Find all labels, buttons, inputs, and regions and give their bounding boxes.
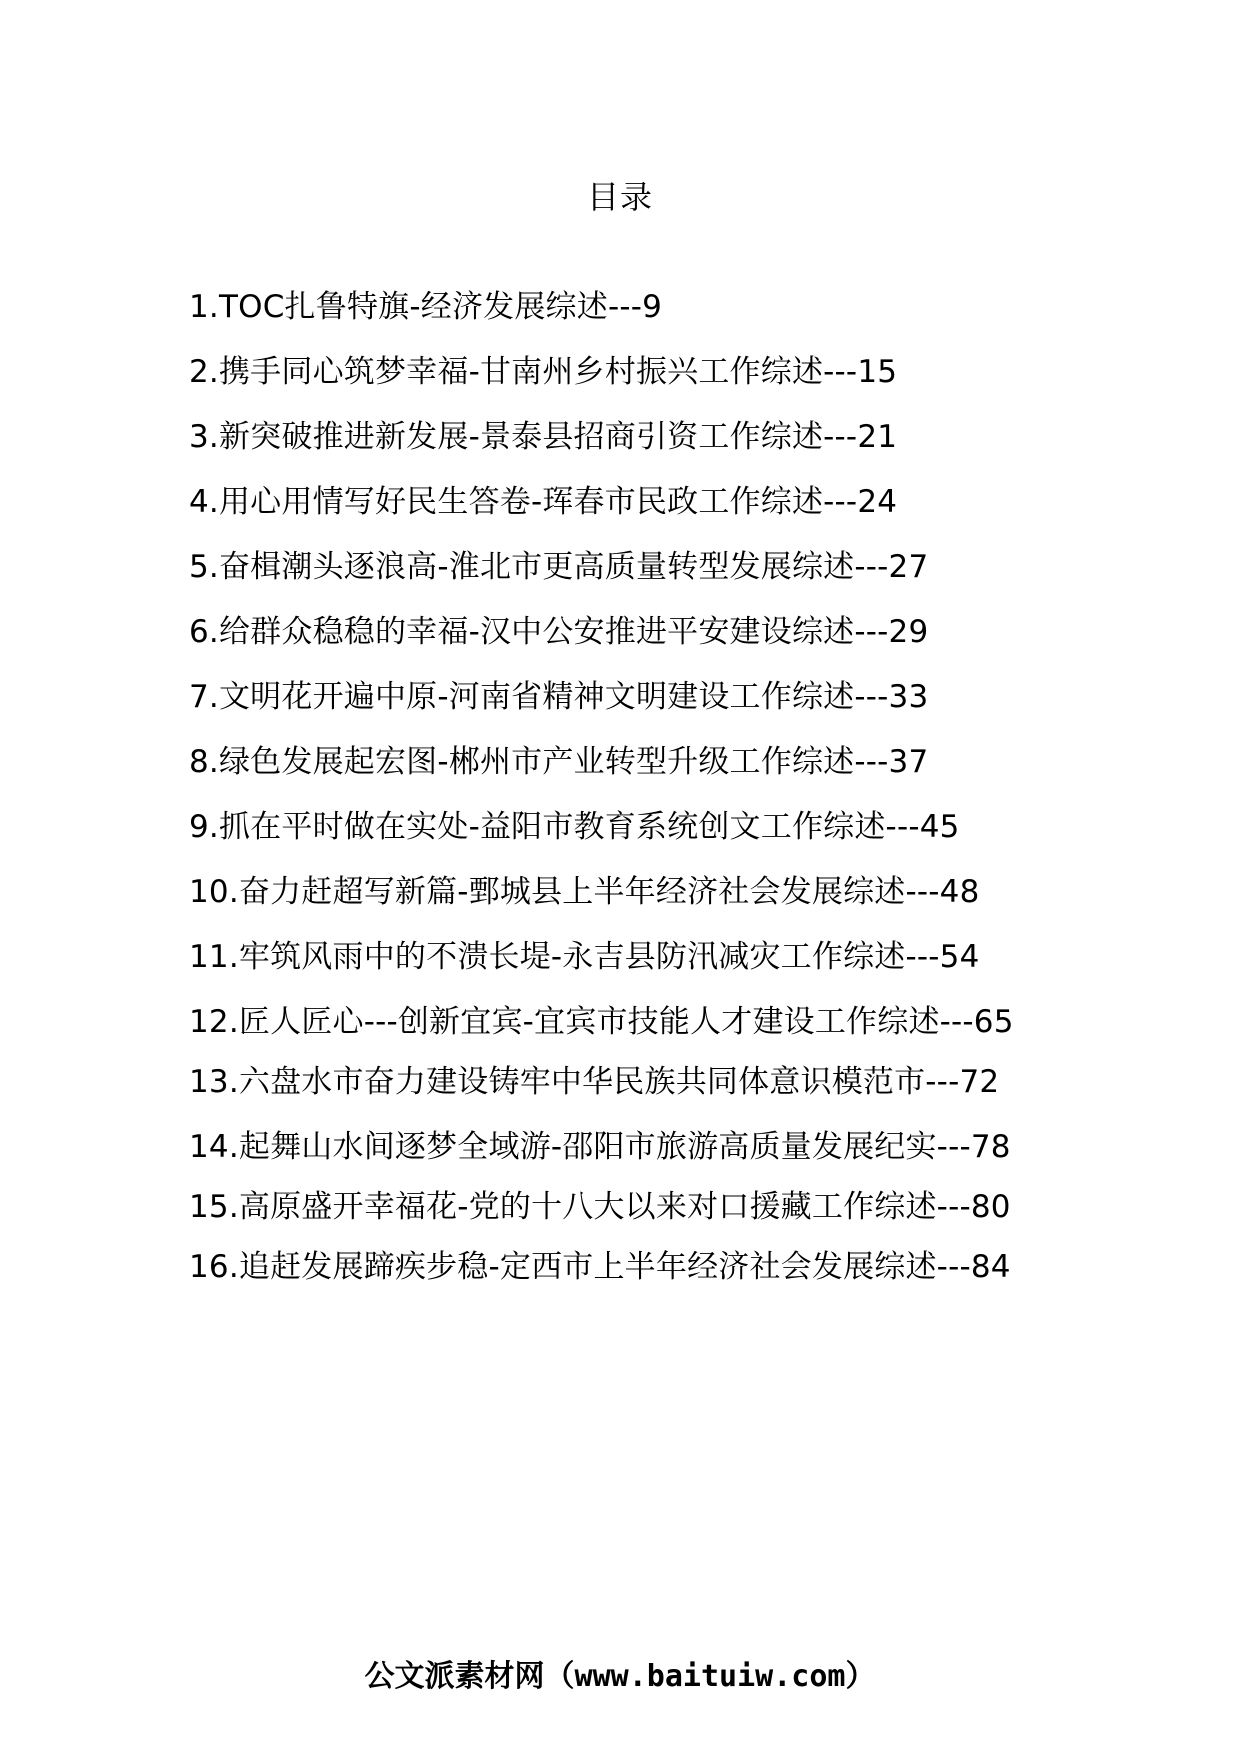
toc-item: 14.起舞山水间逐梦全域游-邵阳市旅游高质量发展纪实---78 (189, 1129, 1011, 1165)
footer-site-url: （www.baituiw.com） (544, 1659, 876, 1694)
toc-item: 1.TOC扎鲁特旗-经济发展综述---9 (189, 289, 663, 325)
toc-item: 5.奋楫潮头逐浪高-淮北市更高质量转型发展综述---27 (189, 549, 929, 585)
toc-item: 11.牢筑风雨中的不溃长堤-永吉县防汛减灾工作综述---54 (189, 939, 980, 975)
toc-item: 4.用心用情写好民生答卷-珲春市民政工作综述---24 (189, 484, 898, 520)
toc-title: 目录 (586, 178, 653, 216)
toc-item: 8.绿色发展起宏图-郴州市产业转型升级工作综述---37 (189, 744, 929, 780)
toc-item: 6.给群众稳稳的幸福-汉中公安推进平安建设综述---29 (189, 614, 929, 650)
footer-watermark (0, 1655, 1240, 1699)
toc-item: 3.新突破推进新发展-景泰县招商引资工作综述---21 (189, 419, 898, 455)
toc-item: 10.奋力赶超写新篇-鄄城县上半年经济社会发展综述---48 (189, 874, 980, 910)
footer-site-name: 公文派素材网 (364, 1659, 545, 1694)
toc-item: 16.追赶发展蹄疾步稳-定西市上半年经济社会发展综述---84 (189, 1249, 1011, 1285)
toc-list (189, 282, 1059, 1302)
toc-item: 9.抓在平时做在实处-益阳市教育系统创文工作综述---45 (189, 809, 960, 845)
toc-item: 2.携手同心筑梦幸福-甘南州乡村振兴工作综述---15 (189, 354, 898, 390)
toc-item: 7.文明花开遍中原-河南省精神文明建设工作综述---33 (189, 679, 929, 715)
toc-item: 13.六盘水市奋力建设铸牢中华民族共同体意识模范市---72 (189, 1064, 1000, 1100)
toc-item: 15.高原盛开幸福花-党的十八大以来对口援藏工作综述---80 (189, 1189, 1011, 1225)
toc-item: 12.匠人匠心---创新宜宾-宜宾市技能人才建设工作综述---65 (189, 1004, 1014, 1040)
